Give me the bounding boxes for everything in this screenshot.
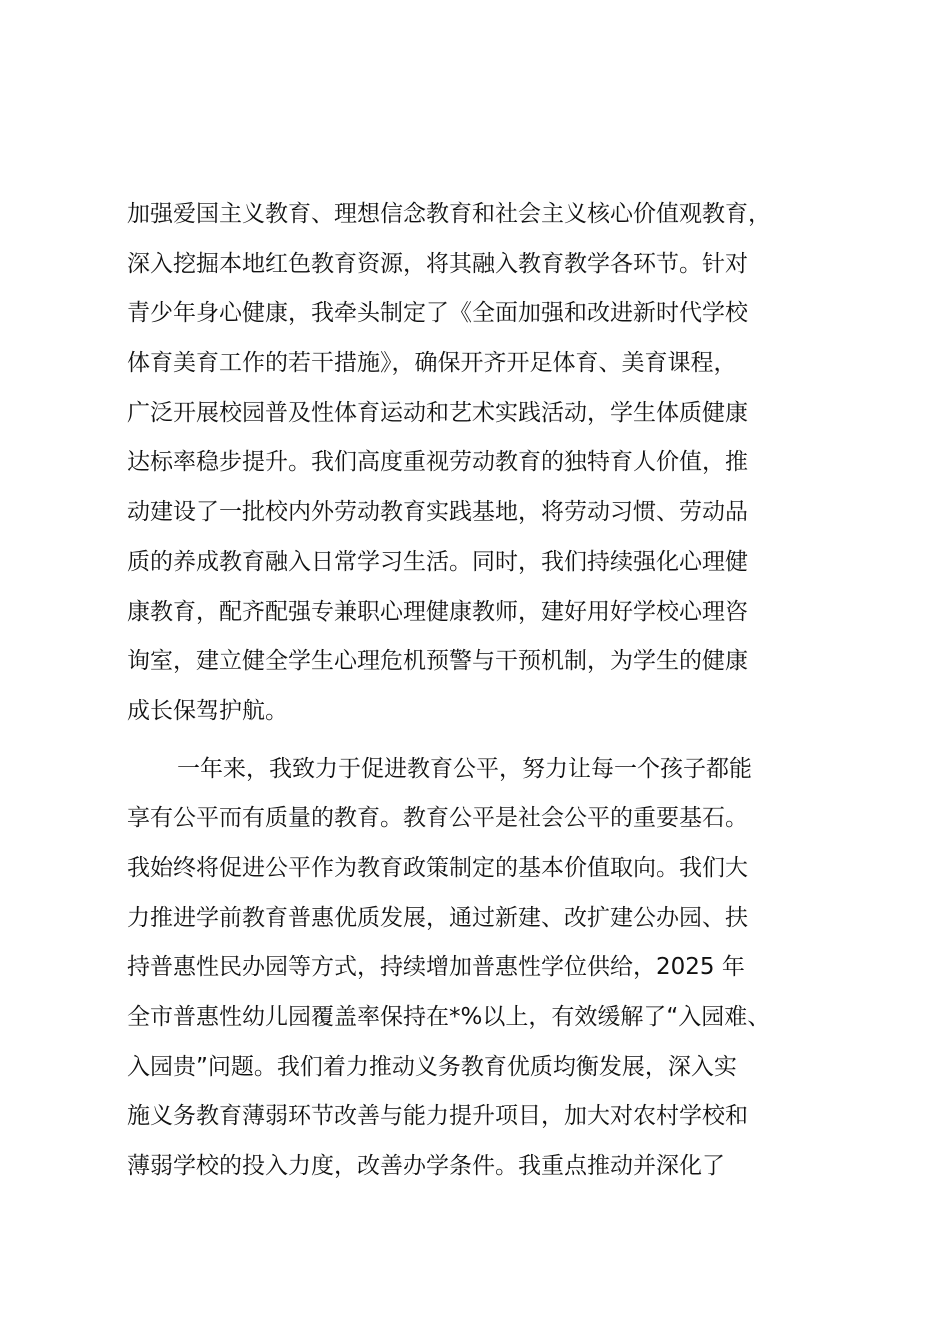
text-line: 康教育，配齐配强专兼职心理健康教师，建好用好学校心理咨	[127, 598, 748, 625]
text-line: 成长保驾护航。	[127, 697, 288, 724]
text-line: 广泛开展校园普及性体育运动和艺术实践活动，学生体质健康	[127, 399, 748, 426]
text-line: 达标率稳步提升。我们高度重视劳动教育的独特育人价值，推	[127, 449, 748, 476]
text-line: 我始终将促进公平作为教育政策制定的基本价值取向。我们大	[127, 854, 748, 881]
text-line: 施义务教育薄弱环节改善与能力提升项目，加大对农村学校和	[127, 1103, 748, 1130]
paragraph-1	[127, 190, 847, 737]
text-line: 力推进学前教育普惠优质发展，通过新建、改扩建公办园、扶	[127, 904, 748, 931]
paragraph-2	[127, 745, 847, 1192]
text-line: 询室，建立健全学生心理危机预警与干预机制，为学生的健康	[127, 648, 748, 675]
text-line: 深入挖掘本地红色教育资源，将其融入教育教学各环节。针对	[127, 250, 748, 277]
text-line-indented: 一年来，我致力于促进教育公平，努力让每一个孩子都能	[177, 755, 752, 782]
text-line: 动建设了一批校内外劳动教育实践基地，将劳动习惯、劳动品	[127, 499, 748, 526]
text-line: 薄弱学校的投入力度，改善办学条件。我重点推动并深化了	[127, 1153, 725, 1180]
paragraph-spacer	[127, 737, 847, 745]
text-line: 青少年身心健康，我牵头制定了《全面加强和改进新时代学校	[127, 300, 748, 327]
text-line: 体育美育工作的若干措施》，确保开齐开足体育、美育课程，	[127, 350, 737, 377]
text-line: 全市普惠性幼儿园覆盖率保持在*%以上，有效缓解了“入园难、	[127, 1004, 771, 1030]
text-line: 质的养成教育融入日常学习生活。同时，我们持续强化心理健	[127, 548, 748, 575]
text-line: 入园贵”问题。我们着力推动义务教育优质均衡发展，深入实	[127, 1053, 737, 1080]
text-line: 持普惠性民办园等方式，持续增加普惠性学位供给，2025 年	[127, 954, 745, 981]
text-line: 享有公平而有质量的教育。教育公平是社会公平的重要基石。	[127, 805, 748, 832]
text-line: 加强爱国主义教育、理想信念教育和社会主义核心价值观教育，	[127, 201, 771, 227]
document-body	[127, 190, 847, 1192]
